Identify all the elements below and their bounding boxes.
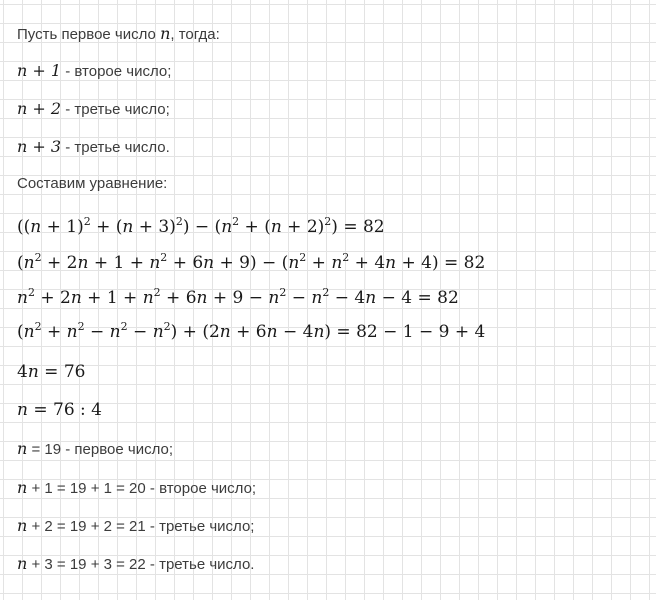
result-variable: n	[17, 516, 28, 535]
eq-part: + (	[239, 217, 271, 237]
eq-exponent: 2	[324, 215, 332, 228]
eq-part: − 4	[277, 322, 314, 342]
eq-exponent: 2	[34, 320, 42, 333]
result-first-number	[17, 441, 173, 457]
eq-variable: n	[221, 217, 233, 237]
eq-variable: n	[70, 288, 82, 308]
result-third-number	[17, 518, 254, 534]
eq-variable: n	[142, 288, 154, 308]
eq-variable: n	[311, 288, 323, 308]
result-variable: n	[17, 439, 28, 458]
eq-part: + 2	[34, 288, 71, 308]
eq-variable: n	[30, 217, 42, 237]
definition-text: - третье число;	[61, 101, 170, 118]
eq-variable: n	[385, 253, 397, 273]
eq-part: ) = 82	[331, 217, 385, 237]
eq-variable: n	[313, 322, 325, 342]
eq-exponent: 2	[120, 320, 128, 333]
eq-exponent: 2	[232, 215, 240, 228]
eq-part: + 2)	[281, 217, 325, 237]
equation-line-6	[17, 402, 102, 419]
result-second-number	[17, 480, 256, 496]
eq-variable: n	[288, 253, 300, 273]
eq-part: + (	[90, 217, 123, 237]
definition-third-number	[17, 101, 170, 117]
eq-exponent: 2	[279, 286, 287, 299]
eq-part: ) = 82 − 1 − 9 + 4	[324, 322, 486, 342]
eq-part: + 4) = 82	[396, 253, 486, 273]
eq-part: +	[41, 322, 67, 342]
eq-variable: n	[365, 288, 377, 308]
eq-part: − 4	[329, 288, 366, 308]
eq-part: 4	[17, 362, 28, 382]
definition-text: - третье число.	[61, 139, 170, 156]
eq-variable: n	[149, 253, 161, 273]
eq-part: + 3)	[133, 217, 176, 237]
result-text: = 19 - первое число;	[27, 441, 174, 458]
eq-part: −	[127, 322, 153, 342]
eq-exponent: 2	[322, 286, 330, 299]
eq-exponent: 2	[175, 215, 183, 228]
definition-expression: n + 2	[17, 99, 62, 118]
eq-part: ) − (	[182, 217, 222, 237]
eq-part: + 1 +	[88, 253, 150, 273]
eq-exponent: 2	[160, 251, 168, 264]
eq-variable: n	[109, 322, 121, 342]
eq-exponent: 2	[27, 286, 35, 299]
definition-text: - второе число;	[61, 63, 172, 80]
eq-variable: n	[196, 288, 208, 308]
compose-equation-label: Составим уравнение:	[17, 175, 168, 192]
eq-part: ((	[17, 217, 31, 237]
eq-part: (	[17, 322, 24, 342]
definition-second-number	[17, 63, 171, 79]
eq-part: + 6	[230, 322, 267, 342]
equation-line-4	[17, 320, 486, 342]
eq-part: + 6	[167, 253, 204, 273]
eq-variable: n	[268, 288, 280, 308]
eq-variable: n	[270, 217, 282, 237]
eq-variable: n	[27, 362, 39, 382]
eq-part: + 1 +	[81, 288, 143, 308]
eq-variable: n	[152, 322, 164, 342]
eq-part: −	[286, 288, 312, 308]
eq-variable: n	[203, 253, 215, 273]
result-variable: n	[17, 554, 28, 573]
eq-part: = 76 : 4	[27, 400, 102, 420]
eq-exponent: 2	[83, 215, 91, 228]
eq-part: + 1)	[41, 217, 84, 237]
definition-expression: n + 3	[17, 137, 62, 156]
intro-line	[17, 26, 220, 42]
result-fourth-number	[17, 556, 254, 572]
eq-variable: n	[17, 288, 28, 308]
eq-variable: n	[17, 400, 28, 420]
intro-variable: n	[160, 24, 171, 43]
eq-variable: n	[23, 322, 35, 342]
eq-variable: n	[122, 217, 134, 237]
eq-variable: n	[266, 322, 278, 342]
eq-exponent: 2	[163, 320, 171, 333]
eq-part: −	[84, 322, 110, 342]
eq-exponent: 2	[34, 251, 42, 264]
eq-part: +	[306, 253, 332, 273]
eq-part: (	[17, 253, 24, 273]
equation-line-2	[17, 251, 486, 273]
eq-part: − 4 = 82	[376, 288, 459, 308]
result-text: + 1 = 19 + 1 = 20 - второе число;	[27, 480, 257, 497]
eq-exponent: 2	[77, 320, 85, 333]
eq-variable: n	[331, 253, 343, 273]
eq-part: + 4	[349, 253, 386, 273]
equation-line-5	[17, 364, 85, 381]
eq-part: + 9 −	[207, 288, 269, 308]
result-text: + 3 = 19 + 3 = 22 - третье число.	[27, 556, 255, 573]
intro-text-after: , тогда:	[170, 26, 220, 43]
equation-line-1	[17, 215, 385, 237]
eq-exponent: 2	[153, 286, 161, 299]
result-variable: n	[17, 478, 28, 497]
eq-part: + 9) − (	[214, 253, 289, 273]
eq-variable: n	[77, 253, 89, 273]
result-text: + 2 = 19 + 2 = 21 - третье число;	[27, 518, 255, 535]
eq-part: + 6	[160, 288, 197, 308]
eq-part: = 76	[38, 362, 86, 382]
eq-exponent: 2	[342, 251, 350, 264]
definition-fourth-number	[17, 139, 170, 155]
equation-line-3	[17, 286, 459, 308]
eq-variable: n	[66, 322, 78, 342]
definition-expression: n + 1	[17, 61, 62, 80]
intro-text-before: Пусть первое число	[17, 26, 161, 43]
eq-part: + 2	[41, 253, 78, 273]
eq-variable: n	[23, 253, 35, 273]
eq-part: ) + (2	[170, 322, 220, 342]
eq-exponent: 2	[299, 251, 307, 264]
eq-variable: n	[219, 322, 231, 342]
